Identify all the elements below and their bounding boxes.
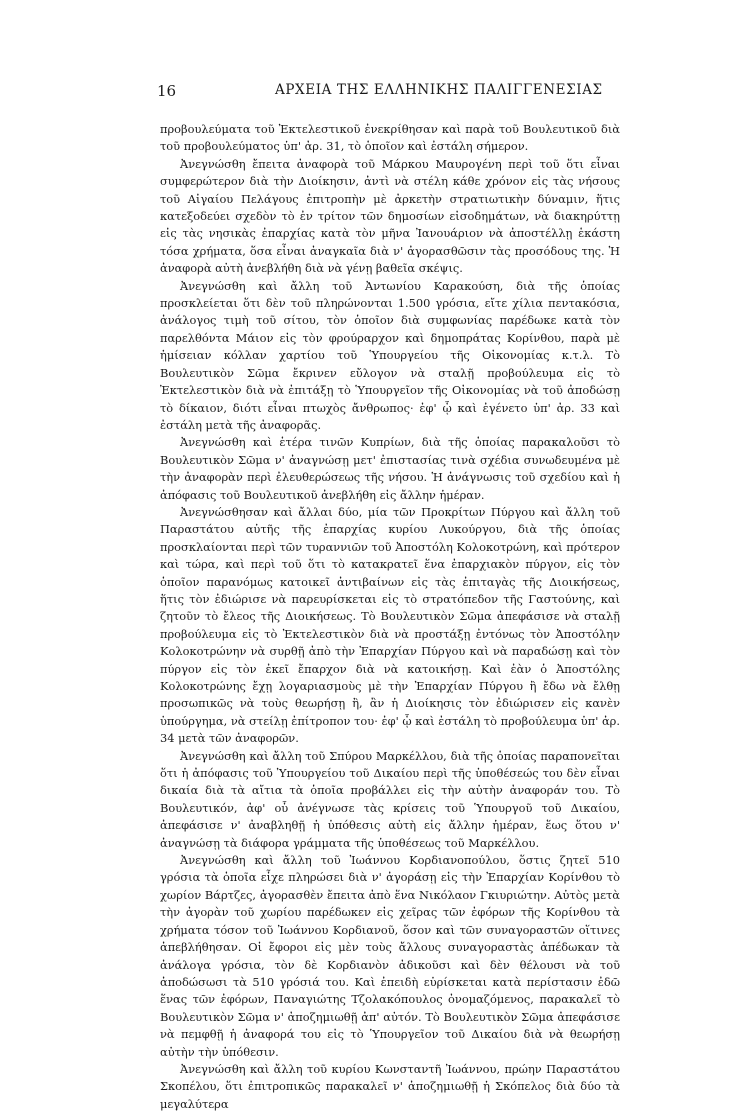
paragraph: Ἀνεγνώσθη καὶ ἄλλη τοῦ Σπύρου Μαρκέλλου, διὰ τῆς ὁποίας παραπονεῖται ὅτι ἡ ἀπόφασις τοῦ Ὑπουργείου τοῦ Δικαίου περὶ τῆς ὑποθέσεώς του δὲν εἶναι δικαία διὰ τὰ αἴτια τὰ ὁποῖα προβάλλει εἰς τὴν αὐτὴν ἀναφοράν του. Τὸ Βουλευτικόν, ἀφ' οὗ ἀνέγνωσε τὰς κρίσεις τοῦ Ὑπουργοῦ τοῦ Δικαίου, ἀπεφάσισε ν' ἀναβληθῇ ἡ ὑπόθεσις αὐτὴ εἰς ἄλλην ἡμέραν, ἕως ὅτου ν' ἀναγνώσῃ τὰ διάφορα γράμματα τῆς ὑποθέσεως τοῦ Μαρκέλλου.: [160, 748, 620, 850]
body-text: [160, 121, 620, 1113]
paragraph: Ἀνεγνώσθη καὶ ἄλλη τοῦ κυρίου Κωνσταντῆ Ἰωάννου, πρώην Παραστάτου Σκοπέλου, ὅτι ἐπιτροπικῶς παρακαλεῖ ν' ἀποζημιωθῇ ἡ Σκόπελος διὰ δύο τὰ μεγαλύτερα: [160, 1061, 620, 1111]
paragraph: Ἀνεγνώσθη καὶ ἑτέρα τινῶν Κυπρίων, διὰ τῆς ὁποίας παρακαλοῦσι τὸ Βουλευτικὸν Σῶμα ν' ἀναγνώσῃ μετ' ἐπιστασίας τινὰ σχέδια συνωδευμένα μὲ τὴν ἀναφορὰν περὶ ἐλευθερώσεως τῆς νήσου. Ἡ ἀνάγνωσις τοῦ σχεδίου καὶ ἡ ἀπόφασις τοῦ Βουλευτικοῦ ἀνεβλήθη εἰς ἄλλην ἡμέραν.: [160, 435, 620, 502]
paragraph: Ἀνεγνώσθη ἔπειτα ἀναφορὰ τοῦ Μάρκου Μαυρογένη περὶ τοῦ ὅτι εἶναι συμφερώτερον διὰ τὴν Διοίκησιν, ἀντὶ νὰ στέλη κάθε χρόνον εἰς τὰς νήσους τοῦ Αἰγαίου Πελάγους ἐπιτροπὴν μὲ ἀρκετὴν στρατιωτικὴν δύναμιν, ἥτις κατεξοδεύει σχεδὸν τὸ ἐν τρίτον τῶν δημοσίων εἰσοδημάτων, νὰ διακηρύττῃ εἰς τὰς νησικὰς ἐπαρχίας κατὰ τὸν μῆνα Ἰανουάριον νὰ ἀποστέλλῃ ἑκάστη τόσα χρήματα, ὅσα εἶναι ἀναγκαῖα διὰ ν' ἀγορασθῶσιν τὰς προσόδους της. Ἡ ἀναφορὰ αὐτὴ ἀνεβλήθη διὰ νὰ γένῃ βαθεῖα σκέψις.: [160, 156, 620, 276]
running-head: ΑΡΧΕΙΑ ΤΗΣ ΕΛΛΗΝΙΚΗΣ ΠΑΛΙΓΓΕΝΕΣΙΑΣ: [275, 82, 603, 98]
page-number: 16: [157, 82, 177, 100]
paragraph: προβουλεύματα τοῦ Ἐκτελεστικοῦ ἐνεκρίθησαν καὶ παρὰ τοῦ Βουλευτικοῦ διὰ τοῦ προβουλεύματος ὑπ' ἀρ. 31, τὸ ὁποῖον καὶ ἐστάλη σήμερον.: [160, 122, 620, 154]
paragraph: Ἀνεγνώσθη καὶ ἄλλη τοῦ Ἰωάννου Κορδιανοπούλου, ὅστις ζητεῖ 510 γρόσια τὰ ὁποῖα εἶχε πληρώσει διὰ ν' ἀγοράσῃ εἰς τὴν Ἐπαρχίαν Κορίνθου τὸ χωρίον Βάρτζες, ἀγορασθὲν ἔπειτα ἀπὸ ἕνα Νικόλαον Γκιυριώτην. Αὐτὸς μετὰ τὴν ἀγορὰν τοῦ χωρίου παρέδωκεν εἰς χεῖρας τῶν ἐφόρων τῆς Κορίνθου τὰ χρήματα τόσον τοῦ Ἰωάννου Κορδιανοῦ, ὅσον καὶ τῶν συναγοραστῶν οἵτινες ἀπεβλήθησαν. Οἱ ἔφοροι εἰς μὲν τοὺς ἄλλους συναγοραστὰς ἀπέδωκαν τὰ ἀνάλογα γρόσια, τὸν δὲ Κορδιανὸν ἀδικοῦσι καὶ δὲν θέλουσι νὰ τοῦ ἀποδώσωσι τὰ 510 γρόσιά του. Καὶ ἐπειδὴ εὑρίσκεται κατὰ περίστασιν ἐδῶ ἕνας τῶν ἐφόρων, Παναγιώτης Τζολακόπουλος ὀνομαζόμενος, παρακαλεῖ τὸ Βουλευτικὸν Σῶμα ν' ἀποζημιωθῇ ἀπ' αὐτόν. Τὸ Βουλευτικὸν Σῶμα ἀπεφάσισε νὰ πεμφθῇ ἡ ἀναφορά του εἰς τὸ Ὑπουργεῖον τοῦ Δικαίου διὰ νὰ θεωρήσῃ αὐτὴν τὴν ὑπόθεσιν.: [160, 853, 620, 1059]
page-header: [157, 82, 617, 104]
paragraph: Ἀνεγνώσθη καὶ ἄλλη τοῦ Ἀντωνίου Καρακούση, διὰ τῆς ὁποίας προσκλείεται ὅτι δὲν τοῦ πληρώνονται 1.500 γρόσια, εἴτε χίλια πεντακόσια, ἀνάλογος τιμὴ τοῦ σίτου, τὸν ὁποῖον διὰ συμφωνίας παρέδωκε κατὰ τὸν παρελθόντα Μάιον εἰς τὸν φρούραρχον καὶ δημοπράτας Κορίνθου, παρὰ μὲ ἡμίσειαν κόλλαν χαρτίου τοῦ Ὑπουργείου τῆς Οἰκονομίας κ.τ.λ. Τὸ Βουλευτικὸν Σῶμα ἔκρινεν εὔλογον νὰ σταλῇ προβούλευμα εἰς τὸ Ἐκτελεστικὸν διὰ νὰ ἐπιτάξῃ τὸ Ὑπουργεῖον τῆς Οἰκονομίας νὰ τοῦ ἀποδώσῃ τὸ δίκαιον, διότι εἶναι πτωχὸς ἄνθρωπος· ἐφ' ᾧ καὶ ἐγένετο ὑπ' ἀρ. 33 καὶ ἐστάλη μετὰ τῆς ἀναφορᾶς.: [160, 278, 620, 432]
paragraph: Ἀνεγνώσθησαν καὶ ἄλλαι δύο, μία τῶν Προκρίτων Πύργου καὶ ἄλλη τοῦ Παραστάτου αὐτῆς τῆς ἐπαρχίας κυρίου Λυκούργου, διὰ τῆς ὁποίας προσκλαίονται περὶ τῶν τυραννιῶν τοῦ Ἀποστόλη Κολοκοτρώνη, καὶ πρότερον καὶ τώρα, καὶ περὶ τοῦ ὅτι τὸ κατακρατεῖ ἕνα ἐπαρχιακὸν πύργον, εἰς τὸν ὁποῖον παρανόμως κατοικεῖ ἀντιβαίνων εἰς τὰς ἐπιταγὰς τῆς Διοικήσεως, ἥτις τὸν ἐδιώρισε νὰ παρευρίσκεται εἰς τὸ στρατόπεδον τῆς Γαστούνης, καὶ ζητοῦν τὸ ἔλεος τῆς Διοικήσεως. Τὸ Βουλευτικὸν Σῶμα ἀπεφάσισε νὰ σταλῇ προβούλευμα εἰς τὸ Ἐκτελεστικὸν διὰ νὰ προστάξῃ ἐντόνως τὸν Ἀποστόλην Κολοκοτρώνην νὰ συρθῇ ἀπὸ τὴν Ἐπαρχίαν Πύργου καὶ νὰ παραδώσῃ καὶ τὸν πύργον εἰς τὸν ἐκεῖ ἔπαρχον διὰ νὰ κατοικήσῃ. Καὶ ἐὰν ὁ Ἀποστόλης Κολοκοτρώνης ἔχῃ λογαριασμοὺς μὲ τὴν Ἐπαρχίαν Πύργου ἢ ἔδω νὰ ἔλθῃ προσωπικῶς νὰ τοὺς θεωρήσῃ ἢ, ἂν ἡ Διοίκησις τὸν ἐδιώρισεν εἰς κανὲν ὑπούργημα, νὰ στείλῃ ἐπίτροπον του· ἐφ' ᾧ καὶ ἐστάλη τὸ προβούλευμα ὑπ' ἀρ. 34 μετὰ τῶν ἀναφορῶν.: [160, 504, 620, 746]
